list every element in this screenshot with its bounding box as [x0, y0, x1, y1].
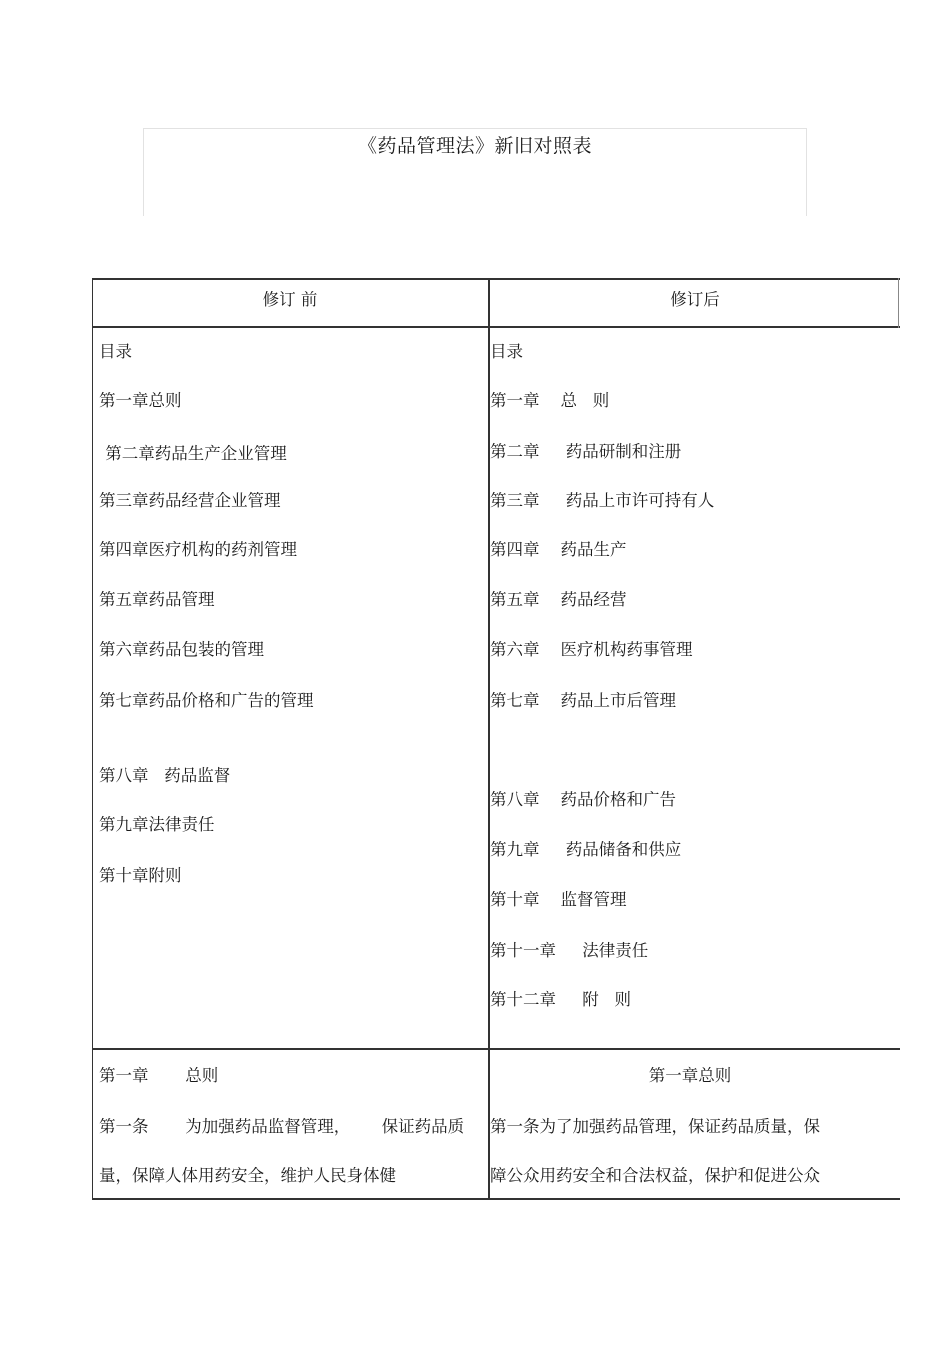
- old-chapter1-line: 第一条 为加强药品监督管理， 保证药品质: [99, 1117, 465, 1136]
- new-toc-item: 第四章 药品生产: [490, 540, 627, 559]
- table-bottom-border: [92, 1198, 900, 1200]
- old-toc-item: 第八章 药品监督: [99, 766, 231, 785]
- header-bottom-border: [92, 326, 900, 328]
- new-toc-item: 第十章 监督管理: [490, 890, 627, 909]
- old-toc-item: 第十章附则: [99, 866, 182, 885]
- new-toc-item: 第一章 总 则: [490, 391, 610, 410]
- old-toc-item: 第四章医疗机构的药剂管理: [99, 540, 297, 559]
- old-toc-item: 第三章药品经营企业管理: [99, 491, 281, 510]
- new-toc-item: 第三章 药品上市许可持有人: [490, 491, 715, 510]
- table-top-border: [92, 278, 900, 280]
- new-chapter1-heading: 第一章总则: [648, 1066, 732, 1085]
- old-toc-item: 第二章药品生产企业管理: [100, 444, 287, 463]
- old-toc-item: 第五章药品管理: [99, 590, 215, 609]
- old-toc-item: 第一章总则: [99, 391, 182, 410]
- new-toc-item: 第六章 医疗机构药事管理: [490, 640, 693, 659]
- old-toc-item: 第九章法律责任: [99, 815, 215, 834]
- new-toc-item: 第七章 药品上市后管理: [490, 691, 676, 710]
- new-toc-item: 目录: [490, 342, 523, 361]
- table-left-border: [92, 278, 93, 1200]
- toc-bottom-border: [92, 1048, 900, 1050]
- document-title: 《药品管理法》新旧对照表: [357, 135, 592, 157]
- header-new-version: 修订后: [670, 290, 720, 309]
- new-chapter1-line: 第一条为了加强药品管理，保证药品质量，保: [490, 1117, 820, 1136]
- old-toc-item: 第六章药品包装的管理: [99, 640, 264, 659]
- new-chapter1-line: 障公众用药安全和合法权益，保护和促进公众: [490, 1166, 820, 1185]
- header-old-version: 修订 前: [262, 290, 318, 309]
- old-toc-item: 第七章药品价格和广告的管理: [99, 691, 314, 710]
- column-divider: [488, 278, 490, 1200]
- new-toc-item: 第五章 药品经营: [490, 590, 627, 609]
- new-toc-item: 第八章 药品价格和广告: [490, 790, 676, 809]
- new-toc-item: 第十二章 附 则: [490, 990, 631, 1009]
- new-toc-item: 第九章 药品储备和供应: [490, 840, 682, 859]
- title-box: [143, 128, 807, 216]
- new-toc-item: 第十一章 法律责任: [490, 941, 649, 960]
- old-toc-item: 目录: [99, 342, 132, 361]
- old-chapter1-line: 量，保障人体用药安全，维护人民身体健: [99, 1166, 396, 1185]
- comparison-table: [92, 278, 900, 1200]
- old-chapter1-line: 第一章 总则: [99, 1066, 219, 1085]
- new-toc-item: 第二章 药品研制和注册: [490, 442, 682, 461]
